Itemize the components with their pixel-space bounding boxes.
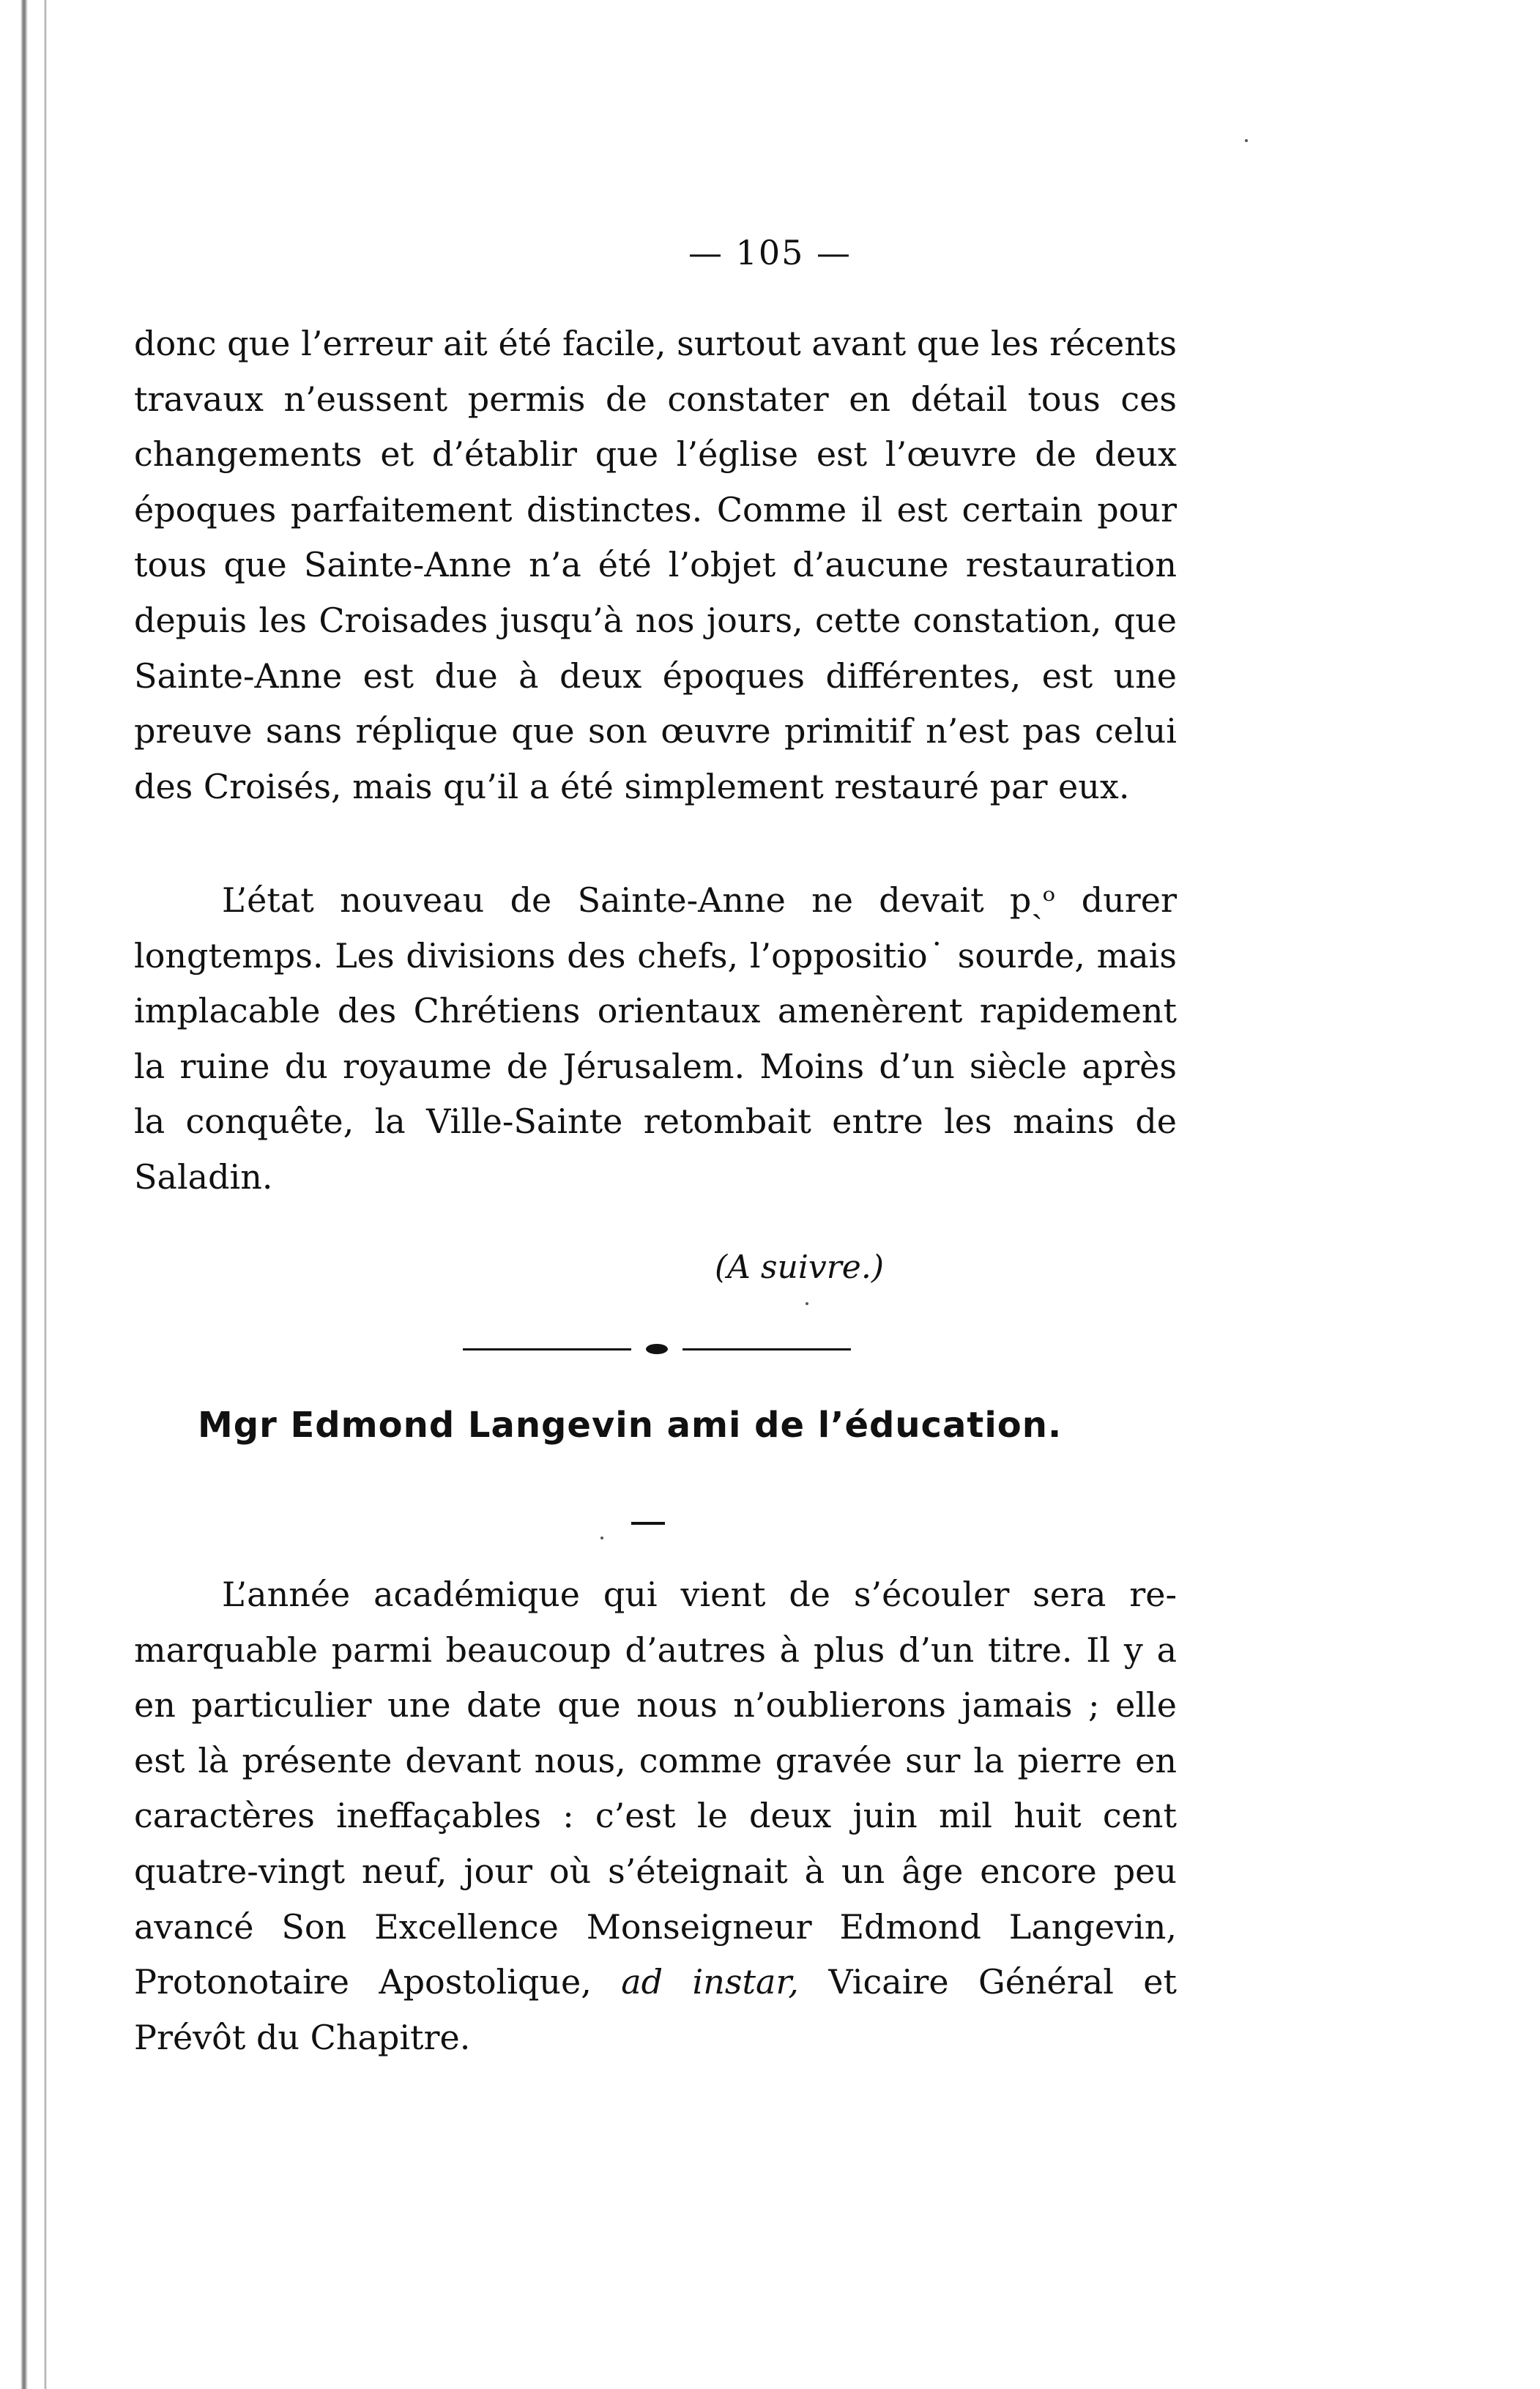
to-be-continued-note: (A suivre.) <box>715 1249 884 1286</box>
divider-line-left <box>463 1348 631 1350</box>
scan-speck <box>600 1537 603 1539</box>
latin-phrase: ad instar, <box>621 1962 799 2002</box>
page-binding-edge <box>21 0 28 2389</box>
paragraph-text-part: L’année académique qui vient de s’écouler sera remarquable parmi beaucoup d’autres à plus d’un titre. Il y a en particulier une date que nous n’oublierons jamais ; elle est là présente devant nous, comme gravée sur la pierre en caractères ineffaçables : c’est le deux juin mil huit cent quatre-vingt neuf, jour où s’éteignait à un âge encore peu avancé Son Excellence Monseigneur Edmond Langevin, Protonotaire Apostolique, <box>134 1575 1177 2002</box>
paragraph-text-part: Vicaire Général et Prévôt du Chapitre. <box>134 1962 1178 2057</box>
scan-speck <box>806 1302 808 1305</box>
scan-speck <box>1245 139 1248 142</box>
ornamental-divider <box>463 1342 851 1356</box>
page-number: — 105 — <box>688 233 852 272</box>
paragraph-langevin <box>134 1567 1177 2065</box>
paragraph-text: L’état nouveau de Sainte-Anne ne devait pˎᵒ durer longtemps. Les divisions des chefs, l’oppositio˙ sourde, mais implacable des Chrétiens orientaux amenèrent rapidement la ruine du royaume de Jérusalem. Moins d’un siècle après la conquête, la Ville-Sainte retombait entre les mains de Saladin. <box>134 880 1177 1197</box>
section-heading: Mgr Edmond Langevin ami de l’éducation. <box>198 1405 1063 1446</box>
page-binding-shadow <box>44 0 47 2389</box>
heading-dash <box>631 1522 665 1525</box>
paragraph-text <box>134 1567 1177 2065</box>
divider-ornament-icon <box>646 1344 668 1354</box>
paragraph-continued <box>134 316 1177 814</box>
divider-line-right <box>682 1348 851 1350</box>
paragraph-text: donc que l’erreur ait été facile, surtout avant que les récents travaux n’eussent permis de constater en détail tous ces changements et d’établir que l’église est l’œuvre de deux époques parfaitement distinctes. Comme il est certain pour tous que Sainte-Anne n’a été l’objet d’aucune restauration depuis les Croisades jusqu’à nos jours, cette constation, que Sainte-Anne est due à deux époques différentes, est une preuve sans réplique que son œuvre primitif n’est pas celui des Croisés, mais qu’il a été simplement restauré par eux. <box>134 324 1177 806</box>
paragraph-saladin <box>134 873 1177 1205</box>
